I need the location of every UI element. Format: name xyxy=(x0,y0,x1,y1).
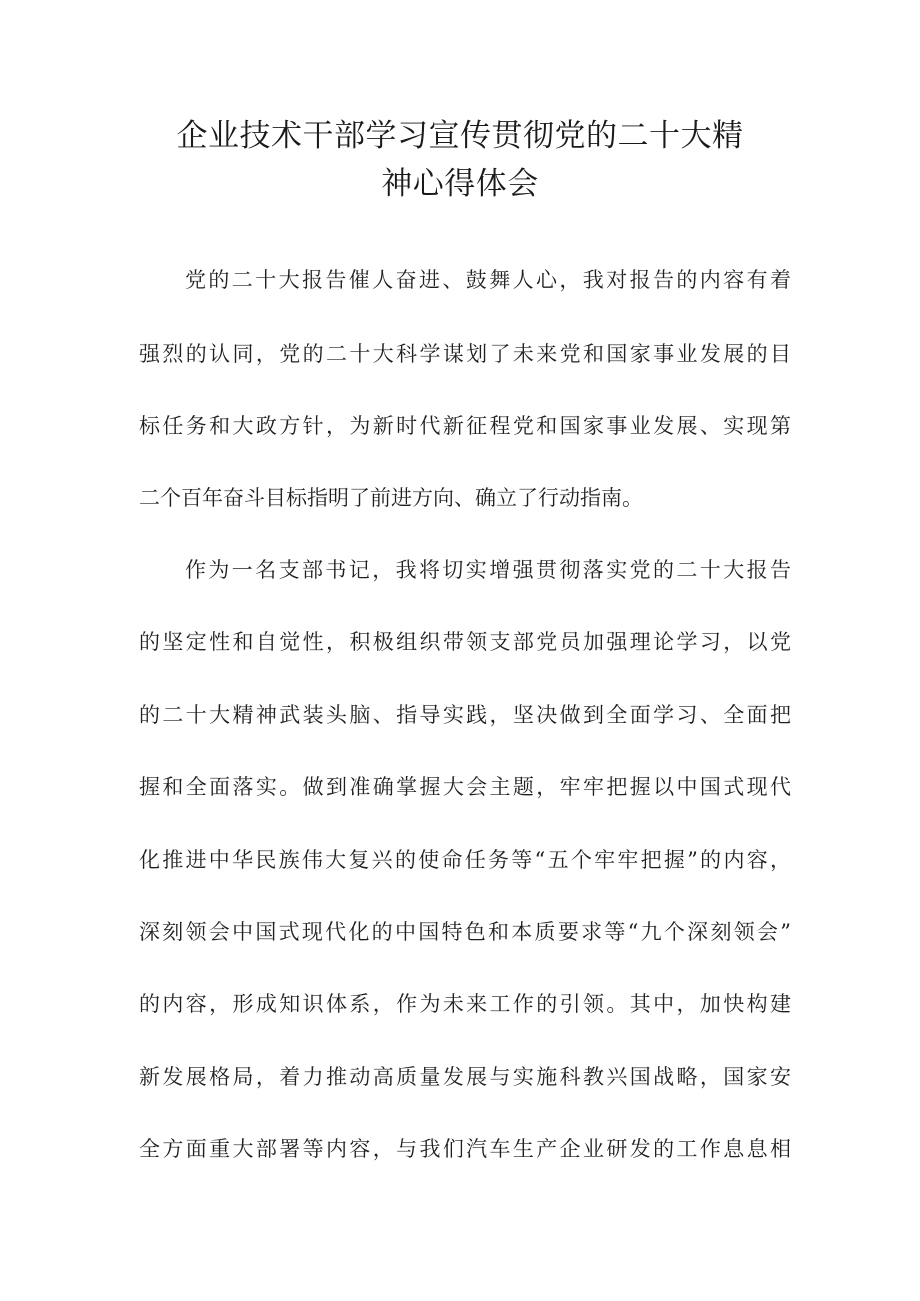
paragraph-2-line-6: 深刻领会中国式现代化的中国特色和本质要求等“九个深刻领会” xyxy=(139,920,791,944)
paragraph-1-line-2: 强烈的认同，党的二十大科学谋划了未来党和国家事业发展的目 xyxy=(139,342,791,366)
paragraph-2-line-4: 握和全面落实。做到准确掌握大会主题，牢牢把握以中国式现代 xyxy=(139,775,791,799)
document-title xyxy=(0,112,920,208)
paragraph-2-line-7: 的内容，形成知识体系，作为未来工作的引领。其中，加快构建 xyxy=(139,992,791,1016)
paragraph-1-line-1: 党的二十大报告催人奋进、鼓舞人心，我对报告的内容有着 xyxy=(185,268,791,292)
paragraph-1-line-4: 二个百年奋斗目标指明了前进方向、确立了行动指南。 xyxy=(139,486,643,510)
paragraph-2-line-9: 全方面重大部署等内容，与我们汽车生产企业研发的工作息息相 xyxy=(139,1137,791,1161)
paragraph-2-line-2: 的坚定性和自觉性，积极组织带领支部党员加强理论学习，以党 xyxy=(139,630,791,654)
paragraph-2-line-8: 新发展格局，着力推动高质量发展与实施科教兴国战略，国家安 xyxy=(139,1065,791,1089)
paragraph-2-line-5: 化推进中华民族伟大复兴的使命任务等“五个牢牢把握”的内容， xyxy=(139,848,791,872)
paragraph-2-line-3: 的二十大精神武装头脑、指导实践，坚决做到全面学习、全面把 xyxy=(139,703,791,727)
title-line-1: 企业技术干部学习宣传贯彻党的二十大精 xyxy=(176,118,744,154)
title-line-2: 神心得体会 xyxy=(381,166,539,202)
paragraph-2-line-1: 作为一名支部书记，我将切实增强贯彻落实党的二十大报告 xyxy=(185,558,791,582)
paragraph-1-line-3: 标任务和大政方针，为新时代新征程党和国家事业发展、实现第 xyxy=(139,414,791,438)
